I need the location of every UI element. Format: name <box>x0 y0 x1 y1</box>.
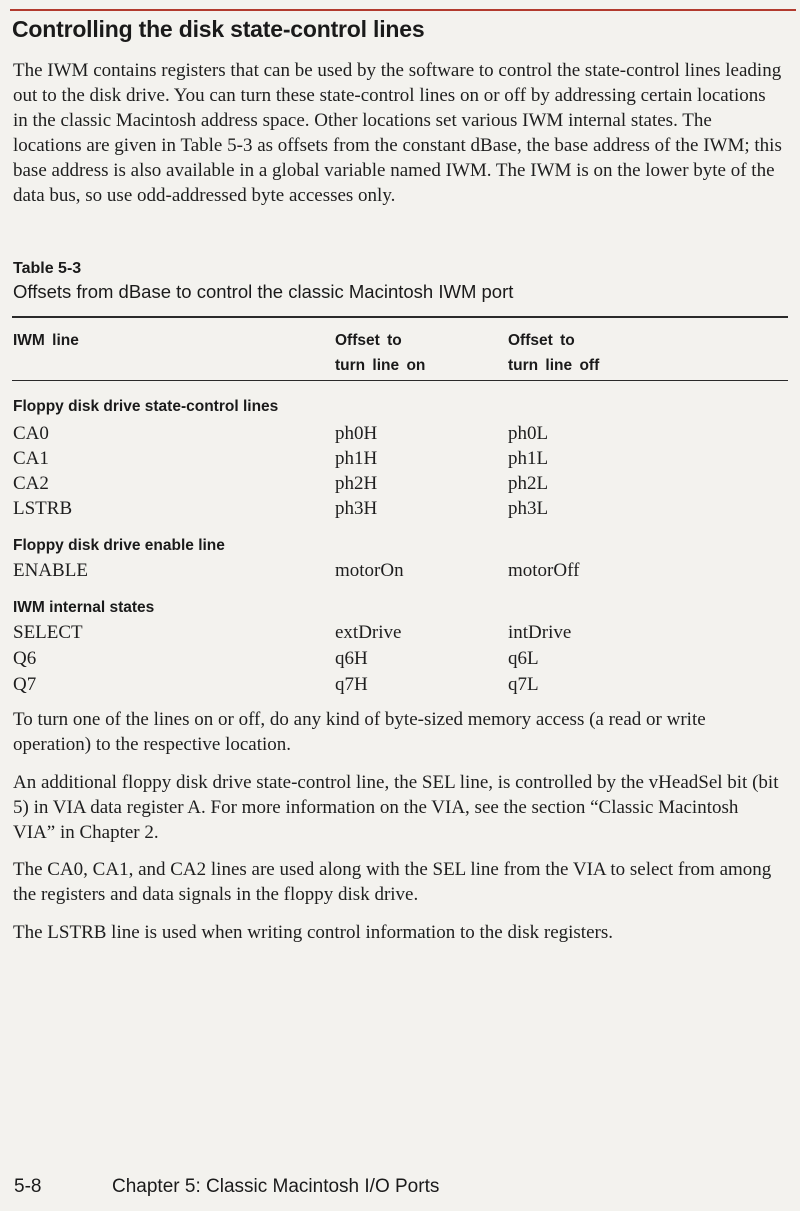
column-header-label: Offset to <box>508 332 575 349</box>
cell-offset-on: q6H <box>335 648 368 669</box>
table-row <box>0 446 800 471</box>
cell-offset-on: ph0H <box>335 423 378 444</box>
column-header-iwm-line <box>13 328 79 353</box>
paragraph-byte-access: To turn one of the lines on or off, do any kind of byte-sized memory access (a read or write operation) to the respective location. <box>13 709 706 755</box>
section-title: Controlling the disk state-control lines <box>12 16 425 42</box>
table-row <box>0 620 800 645</box>
cell-iwm-line: CA0 <box>13 423 49 444</box>
cell-offset-on: ph2H <box>335 473 378 494</box>
cell-iwm-line: ENABLE <box>13 560 88 581</box>
paragraph-lstrb-line: The LSTRB line is used when writing control information to the disk registers. <box>13 922 613 943</box>
cell-offset-off: intDrive <box>508 622 572 643</box>
column-header-turn-on <box>335 328 425 378</box>
table-row <box>0 672 800 697</box>
table-number: Table 5-3 <box>13 260 82 277</box>
cell-iwm-line: Q6 <box>13 648 37 669</box>
column-header-label: turn line off <box>508 357 600 374</box>
cell-offset-off: ph0L <box>508 423 549 444</box>
cell-iwm-line: LSTRB <box>13 498 73 519</box>
table-row <box>0 471 800 496</box>
table-row <box>0 646 800 671</box>
cell-offset-off: q7L <box>508 674 539 695</box>
paragraph-sel-line: An additional floppy disk drive state-control line, the SEL line, is controlled by the vHeadSel bit (bit 5) in VIA data register A. For more information on the VIA, see the section “Classic Macintosh VIA” in Chapter 2. <box>13 772 779 843</box>
cell-offset-on: q7H <box>335 674 368 695</box>
cell-iwm-line: Q7 <box>13 674 37 695</box>
cell-offset-on: motorOn <box>335 560 404 581</box>
table-row <box>0 421 800 446</box>
cell-offset-off: motorOff <box>508 560 580 581</box>
paragraph-ca-lines: The CA0, CA1, and CA2 lines are used along with the SEL line from the VIA to select from among the registers and data signals in the floppy disk drive. <box>13 859 772 905</box>
cell-offset-off: ph2L <box>508 473 549 494</box>
cell-iwm-line: SELECT <box>13 622 83 643</box>
cell-iwm-line: CA1 <box>13 448 49 469</box>
table-header-rule <box>12 380 788 381</box>
cell-offset-off: ph3L <box>508 498 549 519</box>
column-header-label: turn line on <box>335 357 426 374</box>
cell-offset-off: ph1L <box>508 448 549 469</box>
column-header-turn-off <box>508 328 599 378</box>
group-heading-internal-states: IWM internal states <box>13 599 155 616</box>
top-rule <box>10 9 796 11</box>
group-heading-enable-line: Floppy disk drive enable line <box>13 537 225 554</box>
group-heading-state-control: Floppy disk drive state-control lines <box>13 398 279 415</box>
cell-iwm-line: CA2 <box>13 473 49 494</box>
page-number: 5-8 <box>14 1176 42 1197</box>
column-header-label: IWM line <box>13 332 79 349</box>
cell-offset-on: ph3H <box>335 498 378 519</box>
cell-offset-on: ph1H <box>335 448 378 469</box>
intro-paragraph: The IWM contains registers that can be used by the software to control the state-control lines leading out to the disk drive. You can turn these state-control lines on or off by addressing certain locations in the classic Macintosh address space. Other locations set various IWM internal states. The locations are given in Table 5-3 as offsets from the constant dBase, the base address of the IWM; this base address is also available in a global variable named IWM. The IWM is on the lower byte of the data bus, so use odd-addressed byte accesses only. <box>13 60 782 206</box>
table-row <box>0 496 800 521</box>
cell-offset-on: extDrive <box>335 622 402 643</box>
chapter-footer: Chapter 5: Classic Macintosh I/O Ports <box>112 1176 440 1197</box>
column-header-label: Offset to <box>335 332 402 349</box>
table-caption: Offsets from dBase to control the classic Macintosh IWM port <box>13 281 514 302</box>
table-top-rule <box>12 316 788 318</box>
table-row <box>0 558 800 583</box>
cell-offset-off: q6L <box>508 648 539 669</box>
